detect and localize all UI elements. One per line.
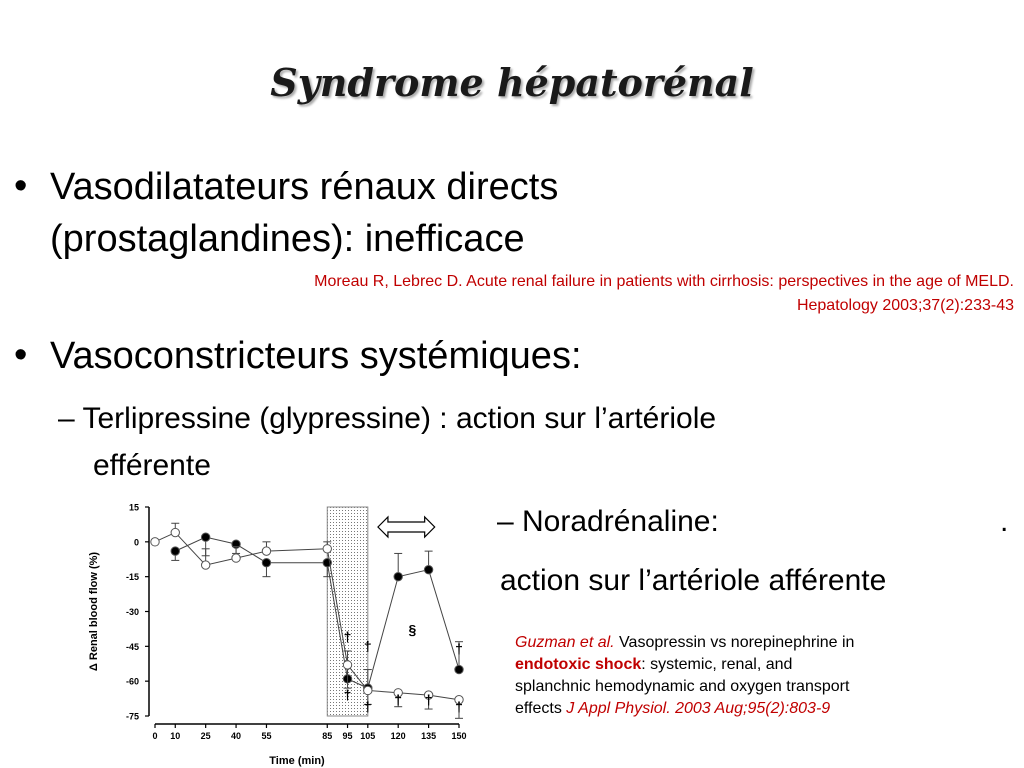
data-point-filled [424,566,432,574]
double-arrow [378,517,435,537]
data-point-open [151,538,159,546]
y-axis-label: Δ Renal blood flow (%) [88,551,100,672]
x-tick-label: 150 [451,731,467,741]
sub-bullet-1-line-2: efférente [93,449,211,482]
data-point-open [364,686,372,694]
reference-1-line-1: Moreau R, Lebrec D. Acute renal failure in patients with cirrhosis: perspectives in the age of MELD. [314,273,1014,290]
data-point-filled [171,547,179,555]
data-point-open [232,554,240,562]
bullet-1-line-2: (prostaglandines): inefficace [50,218,525,260]
renal-blood-flow-chart [75,495,490,768]
reference-2-line-1 [515,632,1015,654]
series-line-filled [175,537,459,688]
data-point-open [262,547,270,555]
series-line-open [155,533,459,700]
reference-2-text-1: Vasopressin vs norepinephrine in [614,634,855,651]
x-tick-label: 85 [322,731,333,741]
dagger-mark: † [363,637,372,654]
x-tick-label: 0 [152,731,158,741]
y-tick-label: -15 [125,572,139,583]
reference-2-line-3: splanchnic hemodynamic and oxygen transport [515,678,850,695]
y-tick-label: 0 [133,537,139,548]
sub-bullet-2-dot: . [1000,505,1009,538]
reference-2-line-4 [515,698,1015,720]
data-point-open [201,561,209,569]
x-tick-label: 25 [200,731,211,741]
dagger-mark: † [343,686,352,703]
x-tick-label: 105 [360,731,376,741]
data-point-filled [394,572,402,580]
reference-2-text-2: : systemic, renal, and [641,656,793,673]
x-tick-label: 95 [342,731,353,741]
dagger-mark: † [455,640,463,657]
data-point-open [323,545,331,553]
x-tick-label: 135 [421,731,437,741]
y-tick-label: 15 [128,502,139,513]
reference-1-line-2: Hepatology 2003;37(2):233-43 [796,297,1014,314]
x-tick-label: 10 [170,731,181,741]
sub-bullet-1-line-1: – Terlipressine (glypressine) : action sur l’artériole [58,402,717,435]
bullet-marker: • [14,165,28,207]
dagger-mark: † [343,628,352,645]
x-tick-label: 120 [390,731,406,741]
section-mark: § [408,621,417,638]
data-point-open [171,528,179,536]
data-point-filled [201,533,209,541]
reference-2-journal: J Appl Physiol. 2003 Aug;95(2):803-9 [566,700,831,717]
y-tick-label: -75 [125,711,139,722]
y-tick-label: -30 [125,607,139,617]
dagger-mark: † [394,691,403,708]
x-tick-label: 55 [261,731,272,741]
sub-bullet-2-line-2: action sur l’artériole afférente [500,564,887,597]
data-point-filled [455,665,463,673]
bullet-marker: • [14,334,28,376]
reference-2-line-2 [515,654,1015,676]
y-tick-label: -45 [125,641,139,652]
reference-2-line-4-a: effects [515,700,567,717]
sub-bullet-2-line-1: – Noradrénaline: [497,505,719,538]
dagger-mark: † [455,698,463,715]
reference-2-authors: Guzman et al. [515,634,615,651]
x-tick-label: 40 [231,731,242,741]
reference-2 [515,632,1015,720]
dagger-mark: † [424,691,433,708]
dagger-mark: † [363,698,372,715]
x-axis-label: Time (min) [269,755,325,767]
slide-title: Syndrome hépatorénal [270,60,754,105]
data-point-filled [262,559,270,567]
bullet-1-line-1: Vasodilatateurs rénaux directs [50,166,559,208]
reference-2-bold: endotoxic shock [515,656,642,673]
bullet-2: Vasoconstricteurs systémiques: [50,335,582,377]
y-tick-label: -60 [125,676,139,687]
data-point-open [343,661,351,669]
